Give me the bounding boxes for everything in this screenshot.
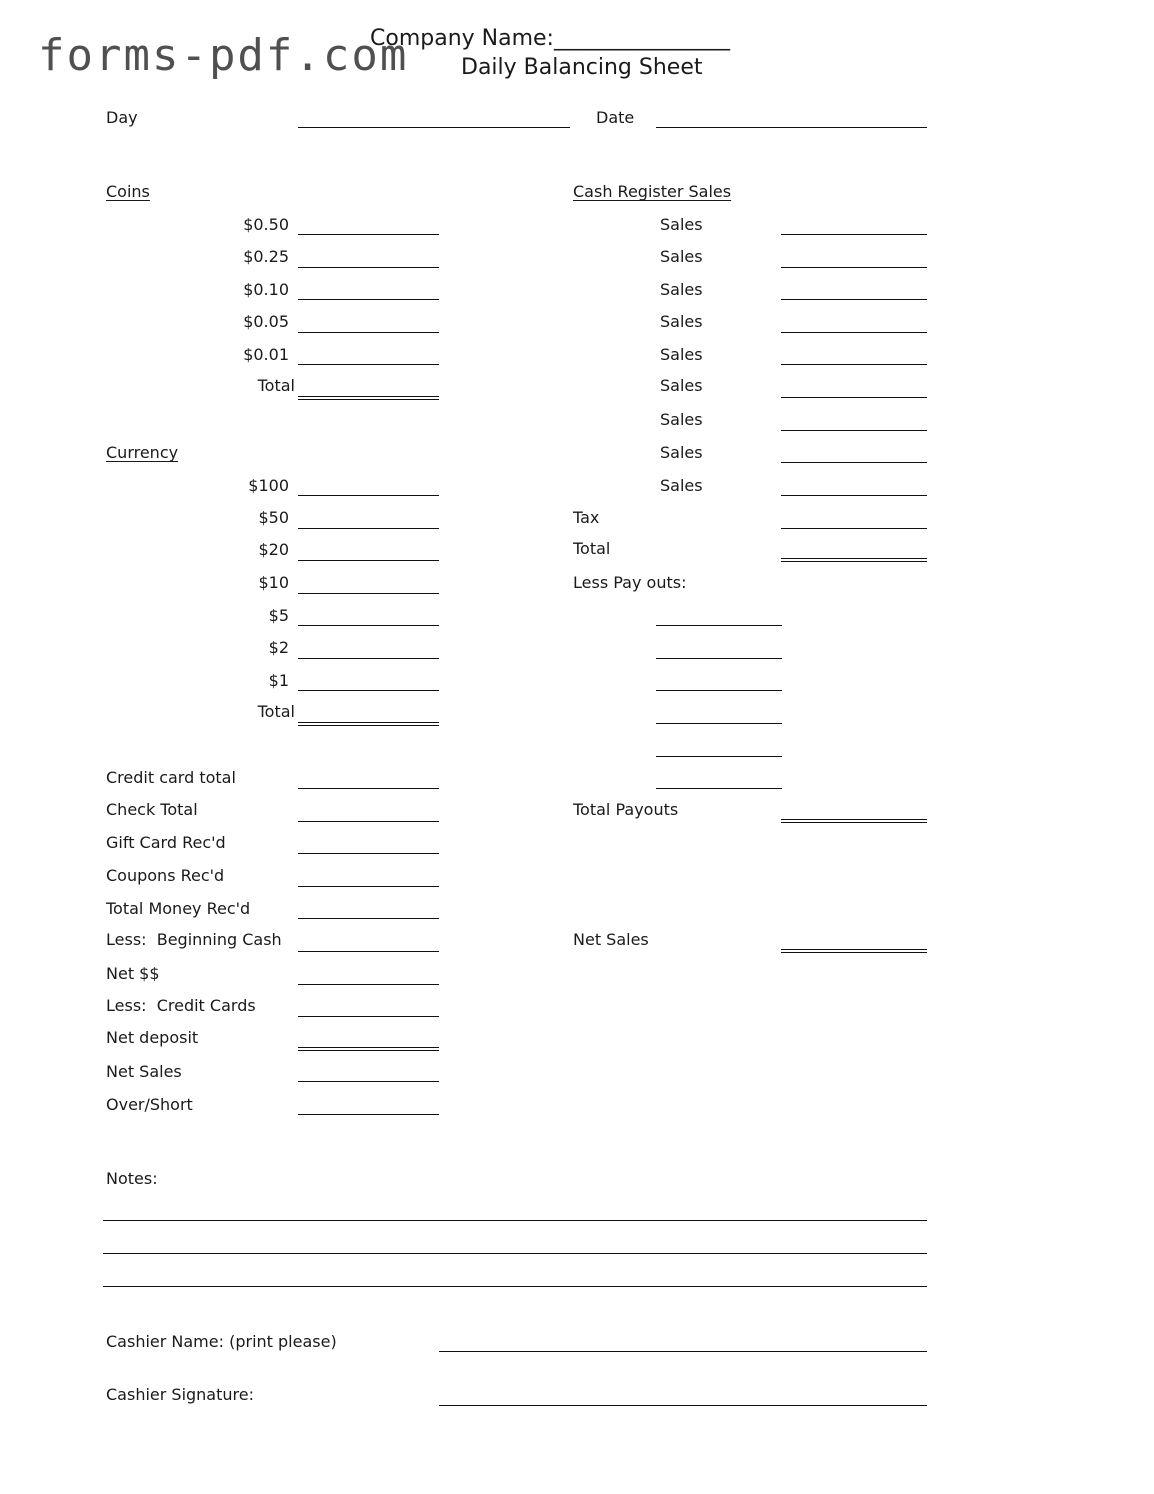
currency-label: $5 — [268, 606, 289, 625]
sales-field[interactable] — [781, 430, 927, 431]
payout-field[interactable] — [656, 690, 782, 691]
coins-heading: Coins — [106, 182, 150, 201]
payout-field[interactable] — [656, 788, 782, 789]
date-field[interactable] — [656, 127, 927, 128]
sales-field[interactable] — [781, 397, 927, 398]
summary-label: Less: Beginning Cash — [106, 930, 282, 949]
currency-label: $10 — [258, 573, 289, 592]
payout-field[interactable] — [656, 658, 782, 659]
net-dollars-field[interactable] — [298, 984, 439, 985]
credit-card-total-field[interactable] — [298, 788, 439, 789]
notes-line[interactable] — [103, 1286, 927, 1287]
payout-field[interactable] — [656, 625, 782, 626]
cashier-name-label: Cashier Name: (print please) — [106, 1332, 337, 1351]
sales-label: Sales — [660, 247, 703, 266]
sales-field[interactable] — [781, 495, 927, 496]
sales-label: Sales — [660, 376, 703, 395]
currency-10-field[interactable] — [298, 593, 439, 594]
tax-label: Tax — [573, 508, 600, 527]
sales-label: Sales — [660, 215, 703, 234]
currency-heading: Currency — [106, 443, 179, 462]
net-sales-label: Net Sales — [573, 930, 649, 949]
currency-20-field[interactable] — [298, 560, 439, 561]
sales-label: Sales — [660, 280, 703, 299]
net-deposit-field[interactable] — [298, 1047, 439, 1051]
summary-label: Gift Card Rec'd — [106, 833, 226, 852]
total-payouts-label: Total Payouts — [573, 800, 679, 819]
sales-field[interactable] — [781, 234, 927, 235]
summary-label: Net Sales — [106, 1062, 182, 1081]
notes-label: Notes: — [106, 1169, 158, 1188]
day-label: Day — [106, 108, 138, 127]
currency-100-field[interactable] — [298, 495, 439, 496]
coupons-field[interactable] — [298, 886, 439, 887]
over-short-field[interactable] — [298, 1114, 439, 1115]
currency-5-field[interactable] — [298, 625, 439, 626]
currency-label: $20 — [258, 540, 289, 559]
sales-field[interactable] — [781, 267, 927, 268]
summary-label: Less: Credit Cards — [106, 996, 256, 1015]
sales-field[interactable] — [781, 462, 927, 463]
summary-label: Coupons Rec'd — [106, 866, 225, 885]
coin-label: $0.25 — [243, 247, 289, 266]
payouts-label: Less Pay outs: — [573, 573, 687, 592]
coin-label: $0.50 — [243, 215, 289, 234]
tax-field[interactable] — [781, 528, 927, 529]
currency-label: $1 — [268, 671, 289, 690]
coin-label: $0.10 — [243, 280, 289, 299]
currency-2-field[interactable] — [298, 658, 439, 659]
beginning-cash-field[interactable] — [298, 951, 439, 952]
gift-card-field[interactable] — [298, 853, 439, 854]
net-sales-left-field[interactable] — [298, 1081, 439, 1082]
currency-label: $50 — [258, 508, 289, 527]
coin-025-field[interactable] — [298, 267, 439, 268]
company-name-label: Company Name:________________ — [370, 26, 730, 51]
summary-label: Over/Short — [106, 1095, 193, 1114]
watermark-logo: forms-pdf.com — [38, 30, 409, 81]
coin-label: $0.01 — [243, 345, 289, 364]
notes-line[interactable] — [103, 1253, 927, 1254]
cashier-signature-field[interactable] — [439, 1405, 927, 1406]
check-total-field[interactable] — [298, 821, 439, 822]
summary-label: Total Money Rec'd — [106, 899, 251, 918]
cashier-signature-label: Cashier Signature: — [106, 1385, 254, 1404]
register-total-label: Total — [573, 539, 611, 558]
date-label: Date — [596, 108, 635, 127]
coin-label: $0.05 — [243, 312, 289, 331]
coin-010-field[interactable] — [298, 299, 439, 300]
sales-label: Sales — [660, 345, 703, 364]
less-credit-cards-field[interactable] — [298, 1016, 439, 1017]
summary-label: Net $$ — [106, 964, 160, 983]
summary-label: Check Total — [106, 800, 198, 819]
payout-field[interactable] — [656, 756, 782, 757]
coin-005-field[interactable] — [298, 332, 439, 333]
register-total-field[interactable] — [781, 558, 927, 562]
currency-label: $100 — [248, 476, 289, 495]
currency-1-field[interactable] — [298, 690, 439, 691]
coin-050-field[interactable] — [298, 234, 439, 235]
currency-total-label: Total — [257, 702, 295, 721]
net-sales-field[interactable] — [781, 949, 927, 953]
day-field[interactable] — [298, 127, 570, 128]
total-payouts-field[interactable] — [781, 819, 927, 823]
sales-label: Sales — [660, 410, 703, 429]
currency-label: $2 — [268, 638, 289, 657]
page-title: Daily Balancing Sheet — [461, 55, 703, 80]
coins-total-label: Total — [257, 376, 295, 395]
cashier-name-field[interactable] — [439, 1351, 927, 1352]
summary-label: Credit card total — [106, 768, 236, 787]
sales-label: Sales — [660, 443, 703, 462]
total-money-field[interactable] — [298, 918, 439, 919]
sales-label: Sales — [660, 312, 703, 331]
sales-label: Sales — [660, 476, 703, 495]
sales-field[interactable] — [781, 364, 927, 365]
summary-label: Net deposit — [106, 1028, 199, 1047]
sales-field[interactable] — [781, 332, 927, 333]
notes-line[interactable] — [103, 1220, 927, 1221]
coin-001-field[interactable] — [298, 364, 439, 365]
currency-total-field[interactable] — [298, 722, 439, 726]
currency-50-field[interactable] — [298, 528, 439, 529]
payout-field[interactable] — [656, 723, 782, 724]
sales-field[interactable] — [781, 299, 927, 300]
coins-total-field[interactable] — [298, 396, 439, 400]
register-heading: Cash Register Sales — [573, 182, 732, 201]
